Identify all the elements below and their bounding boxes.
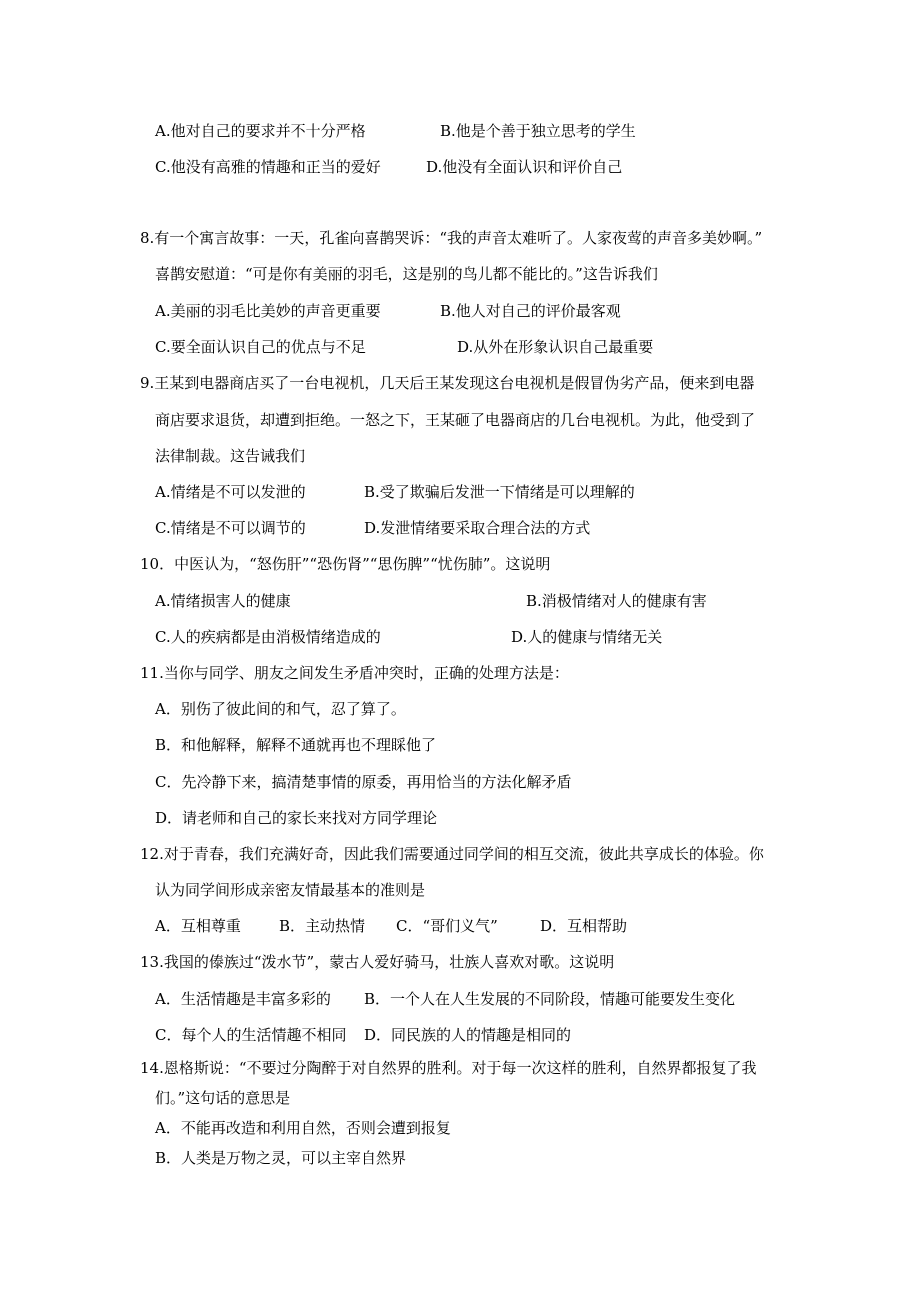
q8-option-d: D.从外在形象认识自己最重要 xyxy=(457,338,654,356)
q7-option-d: D.他没有全面认识和评价自己 xyxy=(426,158,623,176)
q11-option-c: C．先冷静下来，搞清楚事情的原委，再用恰当的方法化解矛盾 xyxy=(155,773,572,791)
q14-option-a: A．不能再改造和利用自然，否则会遭到报复 xyxy=(155,1119,451,1137)
q10-option-b: B.消极情绪对人的健康有害 xyxy=(526,592,707,610)
q11-option-b: B．和他解释，解释不通就再也不理睬他了 xyxy=(155,736,437,754)
q13-option-a: A．生活情趣是丰富多彩的 xyxy=(155,990,331,1008)
q11-stem: 11.当你与同学、朋友之间发生矛盾冲突时，正确的处理方法是： xyxy=(140,664,569,682)
q9-stem-line-2: 商店要求退货，却遭到拒绝。一怒之下，王某砸了电器商店的几台电视机。为此，他受到了 xyxy=(155,411,756,429)
q13-option-b: B．一个人在人生发展的不同阶段，情趣可能要发生变化 xyxy=(364,990,736,1008)
q14-stem-line-1: 14.恩格斯说：“不要过分陶醉于对自然界的胜利。对于每一次这样的胜利，自然界都报复了我 xyxy=(140,1059,757,1077)
q13-stem: 13.我国的傣族过“泼水节”，蒙古人爱好骑马，壮族人喜欢对歌。这说明 xyxy=(140,953,615,971)
q7-option-a: A.他对自己的要求并不十分严格 xyxy=(155,122,366,140)
q12-option-d: D．互相帮助 xyxy=(540,917,628,935)
q8-option-a: A.美丽的羽毛比美妙的声音更重要 xyxy=(155,302,381,320)
q11-option-a: A．别伤了彼此间的和气，忍了算了。 xyxy=(155,700,406,718)
q7-option-b: B.他是个善于独立思考的学生 xyxy=(440,122,636,140)
q12-stem-line-1: 12.对于青春，我们充满好奇，因此我们需要通过同学间的相互交流，彼此共享成长的体验。你 xyxy=(140,845,764,863)
q10-option-a: A.情绪损害人的健康 xyxy=(155,592,291,610)
q10-option-d: D.人的健康与情绪无关 xyxy=(511,628,663,646)
q9-stem-line-1: 9.王某到电器商店买了一台电视机，几天后王某发现这台电视机是假冒伪劣产品，便来到电器 xyxy=(140,374,755,392)
q13-option-c: C．每个人的生活情趣不相同 xyxy=(155,1026,347,1044)
q12-option-c: C．“哥们义气” xyxy=(396,917,498,935)
q9-option-d: D.发泄情绪要采取合理合法的方式 xyxy=(364,519,591,537)
q12-option-a: A．互相尊重 xyxy=(155,917,241,935)
q14-option-b: B．人类是万物之灵，可以主宰自然界 xyxy=(155,1149,407,1167)
q9-option-c: C.情绪是不可以调节的 xyxy=(155,519,306,537)
q13-option-d: D．同民族的人的情趣是相同的 xyxy=(364,1026,572,1044)
q10-option-c: C.人的疾病都是由消极情绪造成的 xyxy=(155,628,381,646)
q8-stem-line-1: 8.有一个寓言故事：一天，孔雀向喜鹊哭诉：“我的声音太难听了。人家夜莺的声音多美妙啊。” xyxy=(140,229,763,247)
q14-stem-line-2: 们。”这句话的意思是 xyxy=(155,1089,291,1107)
q8-option-b: B.他人对自己的评价最客观 xyxy=(440,302,621,320)
q8-option-c: C.要全面认识自己的优点与不足 xyxy=(155,338,366,356)
q9-option-b: B.受了欺骗后发泄一下情绪是可以理解的 xyxy=(364,483,635,501)
q12-stem-line-2: 认为同学间形成亲密友情最基本的准则是 xyxy=(155,881,426,899)
q9-stem-line-3: 法律制裁。这告诫我们 xyxy=(155,447,306,465)
q8-stem-line-2: 喜鹊安慰道：“可是你有美丽的羽毛，这是别的鸟儿都不能比的。”这告诉我们 xyxy=(155,265,658,283)
q9-option-a: A.情绪是不可以发泄的 xyxy=(155,483,306,501)
q11-option-d: D．请老师和自己的家长来找对方同学理论 xyxy=(155,809,438,827)
q10-stem: 10．中医认为，“怒伤肝”“恐伤肾”“思伤脾”“忧伤肺”。这说明 xyxy=(140,555,551,573)
q12-option-b: B．主动热情 xyxy=(279,917,366,935)
q7-option-c: C.他没有高雅的情趣和正当的爱好 xyxy=(155,158,381,176)
